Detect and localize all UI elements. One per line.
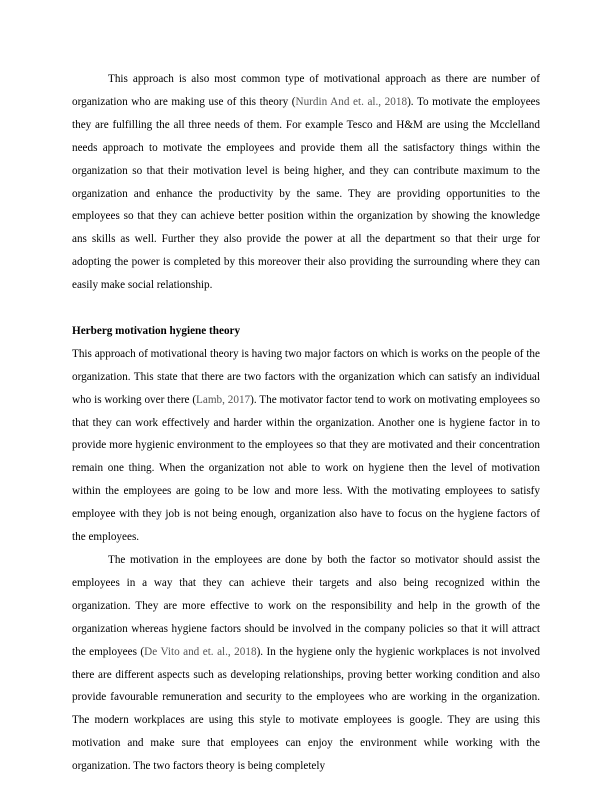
paragraph-text: The motivation in the employees are done by both the factor so motivator should assist the employees in a way that they can achieve their targets and also being recognized within the organization. They are more effective to work on the responsibility and help in the growth of the organization whereas hygiene factors should be involved in the company policies so that it will attract the employees (	[72, 554, 540, 658]
paragraph-mcclelland-application	[72, 68, 540, 297]
paragraph-herzberg-factors	[72, 549, 540, 778]
paragraph-text: ). The motivator factor tend to work on motivating employees so that they can work effectively and harder within the organization. Another one is hygiene factor in to provide more hygienic environment to the employees so that they are motivated and their concentration remain one thing. When the organization not able to work on hygiene then the level of motivation within the employees are going to be low and more less. With the motivating employees to satisfy employee with they job is not being enough, organization also have to focus on the hygiene factors of the employees.	[72, 393, 540, 544]
citation-nurdin: Nurdin And et. al., 2018	[295, 95, 408, 108]
citation-lamb: Lamb, 2017	[196, 393, 251, 406]
citation-de-vito: De Vito and et. al., 2018	[144, 645, 257, 658]
paragraph-text: ). To motivate the employees they are fulfilling the all three needs of them. For example Tesco and H&M are using the Mcclelland needs approach to motivate the employees and provide them all the satisfactory things within the organization so that their motivation level is being higher, and they can contribute maximum to the organization and enhance the productivity by the same. They are providing opportunities to the employees so that they can achieve better position within the organization by showing the knowledge ans skills as well. Further they also provide the power at all the department so that their urge for adopting the power is completed by this moreover their also providing the surrounding where they can easily make social relationship.	[72, 95, 540, 292]
paragraph-text: This approach is also most common type of motivational approach as there are number of organization who are making use of this theory (	[72, 73, 540, 108]
blank-line	[72, 297, 540, 320]
paragraph-herzberg-intro	[72, 343, 540, 549]
document-page	[72, 68, 540, 778]
paragraph-text: This approach of motivational theory is having two major factors on which is works on the people of the organization. This state that there are two factors with the organization which can satisfy an individual who is working over there (	[72, 347, 540, 406]
section-heading-herzberg: Herberg motivation hygiene theory	[72, 324, 241, 337]
paragraph-text: ). In the hygiene only the hygienic workplaces is not involved there are different aspects such as developing relationships, proving better working condition and also provide favourable remuneration and security to the employees who are working in the organization. The modern workplaces are using this style to motivate employees is google. They are using this motivation and make sure that employees can enjoy the environment while working with the organization. The two factors theory is being completely	[72, 645, 540, 773]
